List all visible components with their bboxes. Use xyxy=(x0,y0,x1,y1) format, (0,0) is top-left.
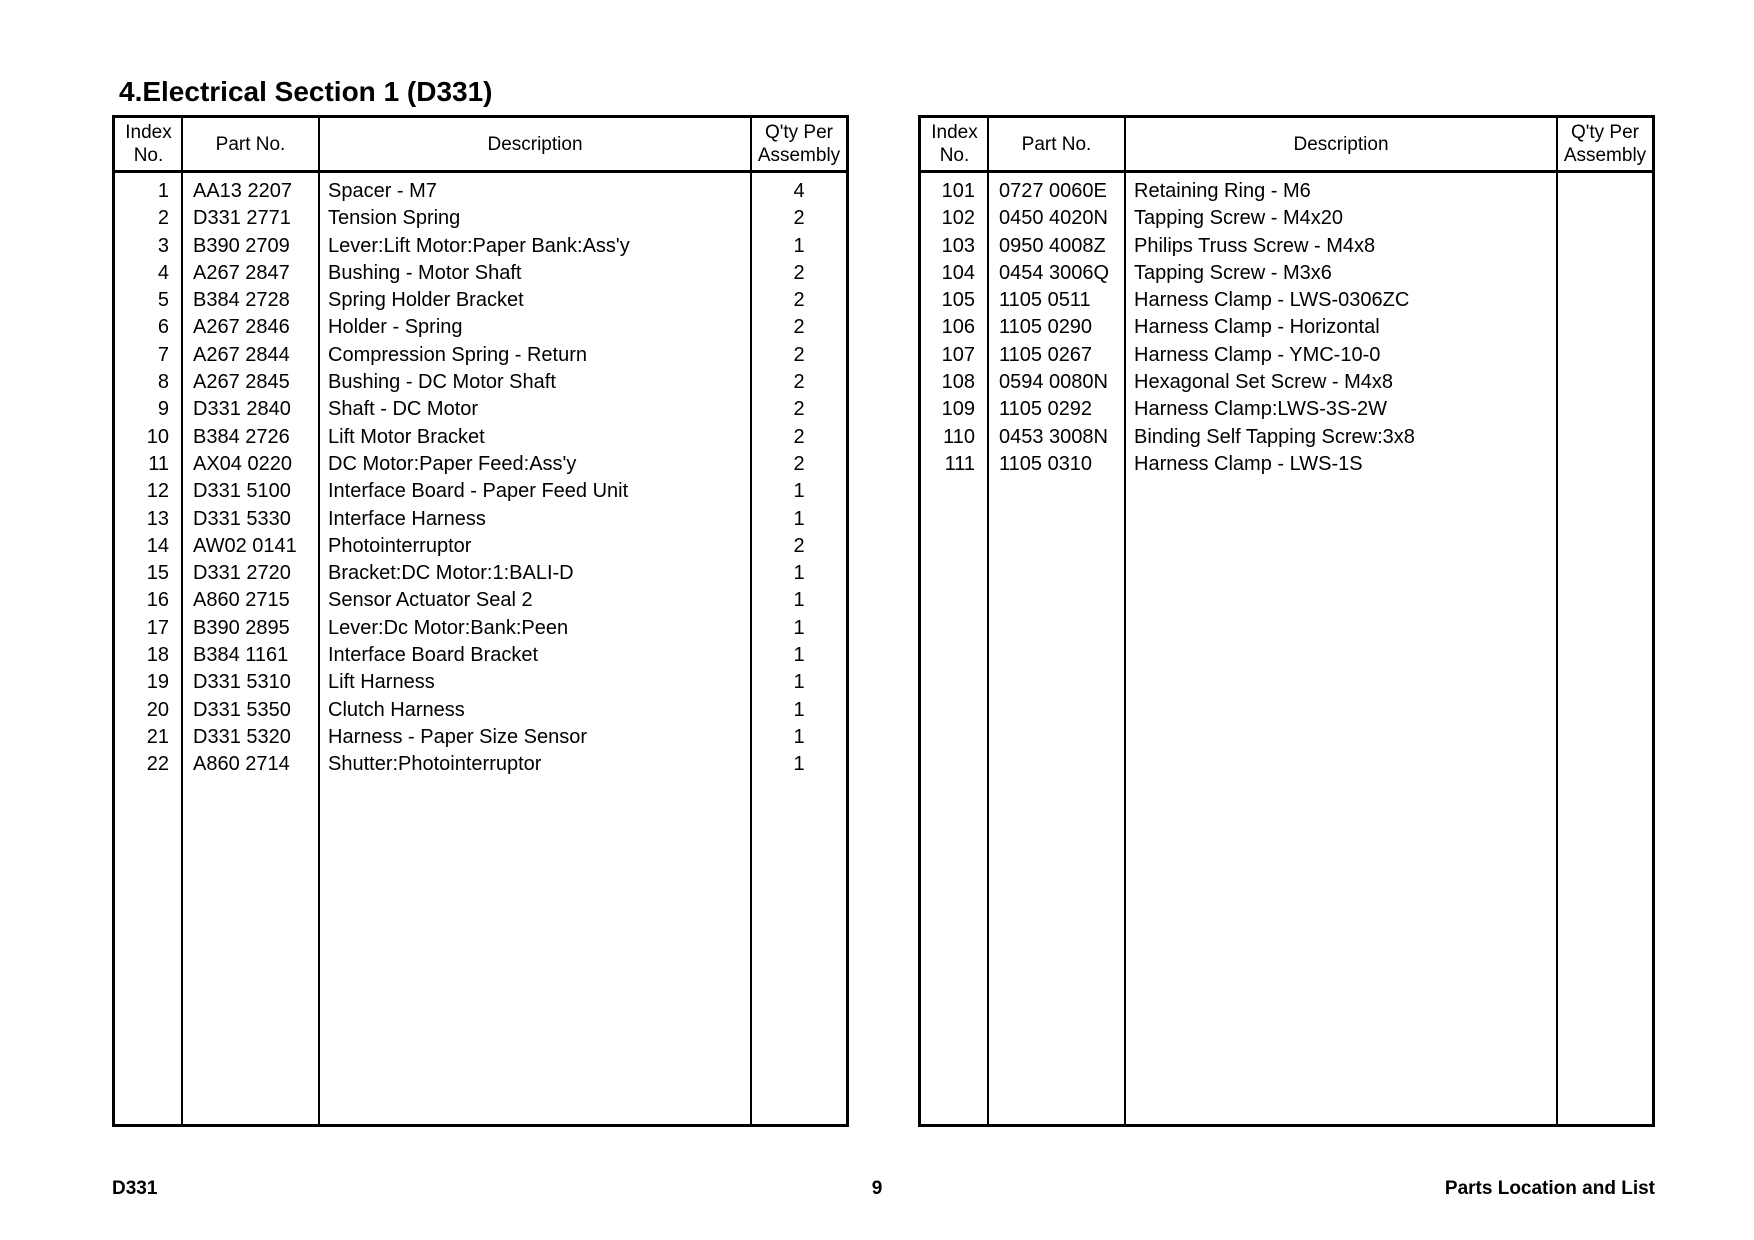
description-cell: Hexagonal Set Screw - M4x8 xyxy=(1134,371,1394,394)
qty-cell: 1 xyxy=(793,698,805,721)
qty-cell: 1 xyxy=(793,507,805,530)
header-qty-per-assembly: Q'ty Per Assembly xyxy=(1563,122,1647,166)
table-row xyxy=(921,424,1652,451)
footer-section: Parts Location and List xyxy=(1444,1178,1655,1199)
table-header xyxy=(115,118,846,173)
index-no-cell: 16 xyxy=(146,589,169,612)
description-cell: Shaft - DC Motor xyxy=(328,398,479,421)
qty-cell: 1 xyxy=(793,234,805,257)
qty-cell xyxy=(1558,233,1652,260)
index-no-cell: 109 xyxy=(941,398,975,421)
part-no-cell: 1105 0292 xyxy=(999,398,1093,421)
table-body xyxy=(115,178,846,779)
part-no-cell: 1105 0511 xyxy=(999,289,1091,312)
table-row xyxy=(115,560,846,587)
qty-cell: 1 xyxy=(793,671,805,694)
qty-cell: 2 xyxy=(793,398,805,421)
description-cell: Interface Harness xyxy=(328,507,486,530)
footer-page-number: 9 xyxy=(871,1178,883,1199)
part-no-cell: B384 2728 xyxy=(193,289,290,312)
table-row xyxy=(115,587,846,614)
index-no-cell: 10 xyxy=(146,425,169,448)
qty-cell xyxy=(1558,205,1652,232)
qty-cell xyxy=(1558,451,1652,478)
part-no-cell: AW02 0141 xyxy=(193,534,297,557)
index-no-cell: 8 xyxy=(157,371,169,394)
table-row xyxy=(115,205,846,232)
index-no-cell: 14 xyxy=(146,534,169,557)
table-row xyxy=(115,178,846,205)
index-no-cell: 106 xyxy=(941,316,975,339)
qty-cell: 1 xyxy=(793,480,805,503)
part-no-cell: 0450 4020N xyxy=(999,207,1108,230)
index-no-cell: 104 xyxy=(941,261,975,284)
part-no-cell: A267 2846 xyxy=(193,316,290,339)
description-cell: Shutter:Photointerruptor xyxy=(328,753,542,776)
part-no-cell: A267 2847 xyxy=(193,261,290,284)
header-index-no: Index No. xyxy=(931,122,978,166)
description-cell: Bracket:DC Motor:1:BALI-D xyxy=(328,562,574,585)
header-description: Description xyxy=(487,133,583,155)
index-no-cell: 7 xyxy=(157,343,169,366)
table-row xyxy=(115,342,846,369)
index-no-cell: 20 xyxy=(146,698,169,721)
table-row xyxy=(115,260,846,287)
table-row xyxy=(115,615,846,642)
index-no-cell: 11 xyxy=(148,452,169,475)
table-row xyxy=(115,424,846,451)
index-no-cell: 3 xyxy=(157,234,169,257)
index-no-cell: 1 xyxy=(157,180,169,202)
qty-cell: 2 xyxy=(793,343,805,366)
description-cell: DC Motor:Paper Feed:Ass'y xyxy=(328,452,577,475)
qty-cell: 1 xyxy=(793,616,805,639)
header-part-no: Part No. xyxy=(215,133,286,155)
part-no-cell: B390 2895 xyxy=(193,616,290,639)
qty-cell: 4 xyxy=(793,180,805,202)
qty-cell: 2 xyxy=(793,371,805,394)
part-no-cell: 0950 4008Z xyxy=(999,234,1106,257)
index-no-cell: 19 xyxy=(146,671,169,694)
header-qty-per-assembly: Q'ty Per Assembly xyxy=(757,122,841,166)
part-no-cell: 0454 3006Q xyxy=(999,261,1110,284)
header-part-no: Part No. xyxy=(1021,133,1092,155)
footer-model: D331 xyxy=(112,1178,158,1199)
table-row xyxy=(921,451,1652,478)
description-cell: Compression Spring - Return xyxy=(328,343,587,366)
description-cell: Bushing - Motor Shaft xyxy=(328,261,522,284)
table-row xyxy=(115,533,846,560)
index-no-cell: 4 xyxy=(157,261,169,284)
table-row xyxy=(115,642,846,669)
description-cell: Bushing - DC Motor Shaft xyxy=(328,371,556,394)
index-no-cell: 15 xyxy=(146,562,169,585)
description-cell: Interface Board - Paper Feed Unit xyxy=(328,480,629,503)
description-cell: Clutch Harness xyxy=(328,698,465,721)
part-no-cell: 0727 0060E xyxy=(999,180,1107,202)
part-no-cell: D331 5310 xyxy=(193,671,291,694)
table-row xyxy=(115,369,846,396)
header-index-no: Index No. xyxy=(125,122,172,166)
qty-cell: 1 xyxy=(793,589,805,612)
table-row xyxy=(921,396,1652,423)
index-no-cell: 6 xyxy=(157,316,169,339)
index-no-cell: 102 xyxy=(941,207,975,230)
part-no-cell: 1105 0267 xyxy=(999,343,1093,366)
qty-cell: 2 xyxy=(793,534,805,557)
parts-table-left xyxy=(112,115,849,1127)
table-row xyxy=(115,751,846,778)
part-no-cell: B384 1161 xyxy=(193,644,289,667)
description-cell: Binding Self Tapping Screw:3x8 xyxy=(1134,425,1415,448)
table-row xyxy=(115,287,846,314)
index-no-cell: 101 xyxy=(941,180,975,202)
index-no-cell: 12 xyxy=(146,480,169,503)
part-no-cell: AA13 2207 xyxy=(193,180,292,202)
description-cell: Tapping Screw - M3x6 xyxy=(1134,261,1332,284)
part-no-cell: D331 2840 xyxy=(193,398,291,421)
part-no-cell: 0453 3008N xyxy=(999,425,1108,448)
description-cell: Photointerruptor xyxy=(328,534,472,557)
table-row xyxy=(921,260,1652,287)
table-header xyxy=(921,118,1652,173)
table-row xyxy=(115,669,846,696)
part-no-cell: D331 2720 xyxy=(193,562,291,585)
table-row xyxy=(115,697,846,724)
qty-cell: 2 xyxy=(793,261,805,284)
part-no-cell: 1105 0310 xyxy=(999,452,1093,475)
part-no-cell: A860 2715 xyxy=(193,589,290,612)
qty-cell xyxy=(1558,260,1652,287)
description-cell: Harness Clamp - YMC-10-0 xyxy=(1134,343,1381,366)
part-no-cell: D331 5330 xyxy=(193,507,291,530)
table-row xyxy=(115,506,846,533)
description-cell: Tension Spring xyxy=(328,207,461,230)
index-no-cell: 2 xyxy=(157,207,169,230)
qty-cell: 1 xyxy=(793,725,805,748)
index-no-cell: 110 xyxy=(943,425,975,448)
header-description: Description xyxy=(1293,133,1389,155)
description-cell: Harness - Paper Size Sensor xyxy=(328,725,588,748)
description-cell: Harness Clamp:LWS-3S-2W xyxy=(1134,398,1388,421)
description-cell: Holder - Spring xyxy=(328,316,463,339)
description-cell: Spacer - M7 xyxy=(328,180,437,202)
part-no-cell: A267 2845 xyxy=(193,371,290,394)
part-no-cell: B384 2726 xyxy=(193,425,290,448)
table-row xyxy=(115,233,846,260)
qty-cell xyxy=(1558,314,1652,341)
part-no-cell: D331 5350 xyxy=(193,698,291,721)
qty-cell: 1 xyxy=(793,753,805,776)
qty-cell: 2 xyxy=(793,207,805,230)
table-body xyxy=(921,178,1652,478)
description-cell: Harness Clamp - Horizontal xyxy=(1134,316,1380,339)
part-no-cell: A860 2714 xyxy=(193,753,290,776)
parts-table-right xyxy=(918,115,1655,1127)
part-no-cell: A267 2844 xyxy=(193,343,290,366)
index-no-cell: 105 xyxy=(941,289,975,312)
index-no-cell: 22 xyxy=(146,753,169,776)
table-row xyxy=(115,314,846,341)
table-row xyxy=(115,451,846,478)
index-no-cell: 13 xyxy=(146,507,169,530)
part-no-cell: B390 2709 xyxy=(193,234,290,257)
part-no-cell: D331 5100 xyxy=(193,480,291,503)
index-no-cell: 9 xyxy=(157,398,169,421)
index-no-cell: 111 xyxy=(944,452,975,475)
qty-cell xyxy=(1558,369,1652,396)
index-no-cell: 17 xyxy=(146,616,169,639)
description-cell: Harness Clamp - LWS-1S xyxy=(1134,452,1363,475)
qty-cell: 1 xyxy=(793,644,805,667)
index-no-cell: 108 xyxy=(941,371,975,394)
qty-cell: 1 xyxy=(793,562,805,585)
description-cell: Tapping Screw - M4x20 xyxy=(1134,207,1343,230)
description-cell: Interface Board Bracket xyxy=(328,644,539,667)
table-row xyxy=(921,369,1652,396)
description-cell: Lift Harness xyxy=(328,671,435,694)
table-row xyxy=(921,233,1652,260)
table-row xyxy=(115,478,846,505)
index-no-cell: 103 xyxy=(941,234,975,257)
description-cell: Retaining Ring - M6 xyxy=(1134,180,1311,202)
description-cell: Lever:Dc Motor:Bank:Peen xyxy=(328,616,569,639)
description-cell: Philips Truss Screw - M4x8 xyxy=(1134,234,1376,257)
description-cell: Harness Clamp - LWS-0306ZC xyxy=(1134,289,1410,312)
index-no-cell: 107 xyxy=(941,343,975,366)
part-no-cell: D331 5320 xyxy=(193,725,291,748)
table-row xyxy=(115,396,846,423)
index-no-cell: 18 xyxy=(146,644,169,667)
description-cell: Spring Holder Bracket xyxy=(328,289,524,312)
index-no-cell: 5 xyxy=(157,289,169,312)
qty-cell xyxy=(1558,424,1652,451)
index-no-cell: 21 xyxy=(146,725,169,748)
table-row xyxy=(115,724,846,751)
qty-cell xyxy=(1558,287,1652,314)
qty-cell xyxy=(1558,178,1652,205)
qty-cell: 2 xyxy=(793,289,805,312)
qty-cell: 2 xyxy=(793,425,805,448)
table-row xyxy=(921,205,1652,232)
part-no-cell: AX04 0220 xyxy=(193,452,292,475)
page-title: 4.Electrical Section 1 (D331) xyxy=(119,76,493,107)
table-row xyxy=(921,178,1652,205)
table-row xyxy=(921,287,1652,314)
table-row xyxy=(921,342,1652,369)
table-row xyxy=(921,314,1652,341)
qty-cell: 2 xyxy=(793,316,805,339)
qty-cell: 2 xyxy=(793,452,805,475)
qty-cell xyxy=(1558,396,1652,423)
description-cell: Lever:Lift Motor:Paper Bank:Ass'y xyxy=(328,234,630,257)
description-cell: Sensor Actuator Seal 2 xyxy=(328,589,533,612)
part-no-cell: D331 2771 xyxy=(193,207,291,230)
part-no-cell: 0594 0080N xyxy=(999,371,1108,394)
qty-cell xyxy=(1558,342,1652,369)
part-no-cell: 1105 0290 xyxy=(999,316,1093,339)
description-cell: Lift Motor Bracket xyxy=(328,425,485,448)
